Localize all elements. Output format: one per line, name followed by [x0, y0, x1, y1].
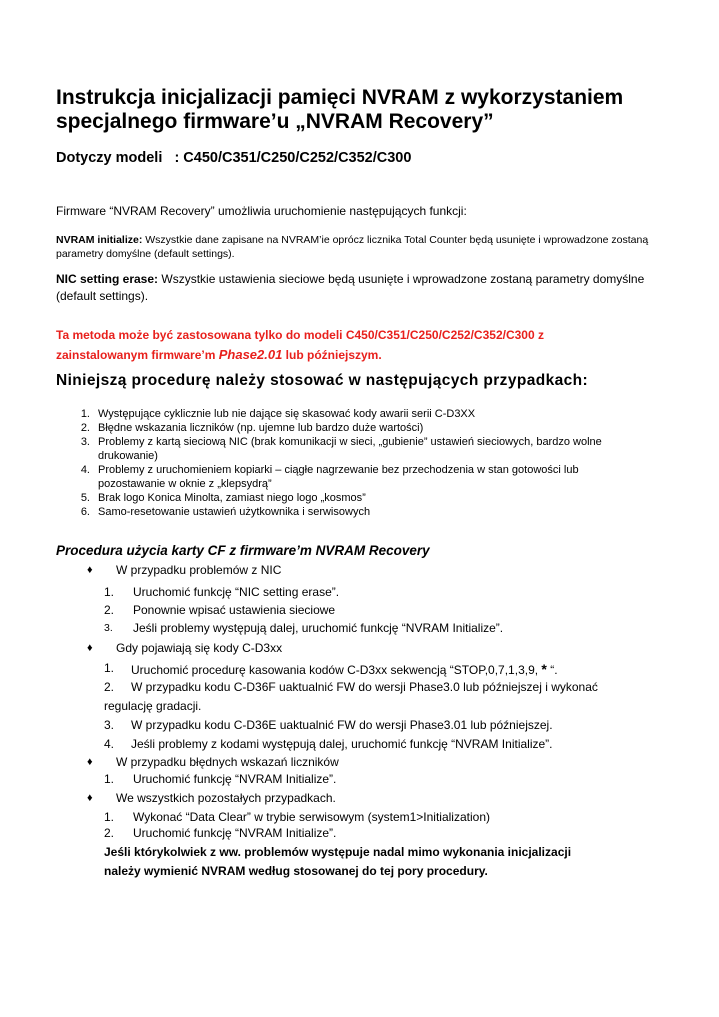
- bullet-icon: ♦: [87, 792, 93, 804]
- step-number: 1.: [104, 810, 115, 824]
- compatibility-warning: [56, 326, 616, 365]
- step-number: 2.: [104, 603, 115, 617]
- section-d3xx-title: Gdy pojawiają się kody C-D3xx: [116, 641, 283, 655]
- nvram-initialize-text: Wszystkie dane zapisane na NVRAM’ie oprócz licznika Total Counter będą usunięte i wprowadzone zostaną parametry domyślne (default settings).: [56, 234, 649, 260]
- bullet-icon: ♦: [87, 756, 93, 768]
- d3xx-step: W przypadku kodu C-D36E uaktualnić FW do wersji Phase3.01 lub późniejszej.: [131, 718, 553, 732]
- step-number: 3.: [104, 622, 113, 634]
- d3xx-step-continued: regulację gradacji.: [104, 699, 202, 713]
- intro-text: Firmware “NVRAM Recovery” umożliwia uruchomienie następujących funkcji:: [56, 204, 467, 218]
- star-symbol: *: [541, 661, 547, 677]
- other-step: Wykonać “Data Clear” w trybie serwisowym (system1>Initialization): [133, 810, 490, 824]
- nic-step: Ponownie wpisać ustawienia sieciowe: [133, 603, 336, 617]
- step-number: 4.: [104, 737, 115, 751]
- warning-text-end: lub późniejszym.: [282, 348, 382, 362]
- section-other-title: We wszystkich pozostałych przypadkach.: [116, 791, 336, 805]
- procedure-heading: Procedura użycia karty CF z firmware’m NVRAM Recovery: [56, 543, 430, 558]
- final-note-line1: Jeśli którykolwiek z ww. problemów występuje nadal mimo wykonania inicjalizacji: [104, 845, 572, 859]
- bullet-icon: ♦: [87, 564, 93, 576]
- models-line: Dotyczy modeli : C450/C351/C250/C252/C352/C300: [56, 150, 412, 166]
- final-note-line2: należy wymienić NVRAM według stosowanej do tej pory procedury.: [104, 864, 488, 878]
- step-number: 1.: [104, 661, 115, 675]
- section-counters-title: W przypadku błędnych wskazań liczników: [116, 755, 339, 769]
- document-title-line2: specjalnego firmware’u „NVRAM Recovery”: [56, 110, 494, 133]
- nic-erase-label: NIC setting erase:: [56, 272, 159, 286]
- bullet-icon: ♦: [87, 642, 93, 654]
- step-number: 1.: [104, 585, 115, 599]
- nvram-initialize-label: NVRAM initialize:: [56, 234, 143, 246]
- firmware-version: Phase2.01: [218, 347, 283, 362]
- d3xx-step: W przypadku kodu C-D36F uaktualnić FW do wersji Phase3.0 lub późniejszej i wykonać: [131, 680, 598, 694]
- step-number: 3.: [104, 718, 115, 732]
- counters-step: Uruchomić funkcję “NVRAM Initialize”.: [133, 772, 337, 786]
- nic-step: Uruchomić funkcję “NIC setting erase”.: [133, 585, 340, 599]
- step-number: 2.: [104, 826, 115, 840]
- step-number: 2.: [104, 680, 115, 694]
- nic-erase-description: [56, 271, 656, 305]
- d3xx-step: Jeśli problemy z kodami występują dalej, uruchomić funkcję “NVRAM Initialize”.: [131, 737, 553, 751]
- section-nic-title: W przypadku problemów z NIC: [116, 563, 282, 577]
- cases-heading: Niniejszą procedurę należy stosować w następujących przypadkach:: [56, 372, 589, 389]
- d3xx-step: Uruchomić procedurę kasowania kodów C-D3xx sekwencją “STOP,0,7,1,3,9, * “.: [131, 661, 558, 677]
- nic-erase-text: Wszystkie ustawienia sieciowe będą usunięte i wprowadzone zostaną parametry domyślne (default settings).: [56, 272, 645, 303]
- step-number: 1.: [104, 772, 115, 786]
- warning-text: Ta metoda może być zastosowana tylko do modeli C450/C351/C250/C252/C352/C300 z zainstalowanym firmware’m: [56, 328, 544, 362]
- other-step: Uruchomić funkcję “NVRAM Initialize”.: [133, 826, 337, 840]
- document-title-line1: Instrukcja inicjalizacji pamięci NVRAM z wykorzystaniem: [56, 86, 624, 109]
- nic-step: Jeśli problemy występują dalej, uruchomić funkcję “NVRAM Initialize”.: [133, 621, 504, 635]
- nvram-initialize-description: [56, 233, 676, 261]
